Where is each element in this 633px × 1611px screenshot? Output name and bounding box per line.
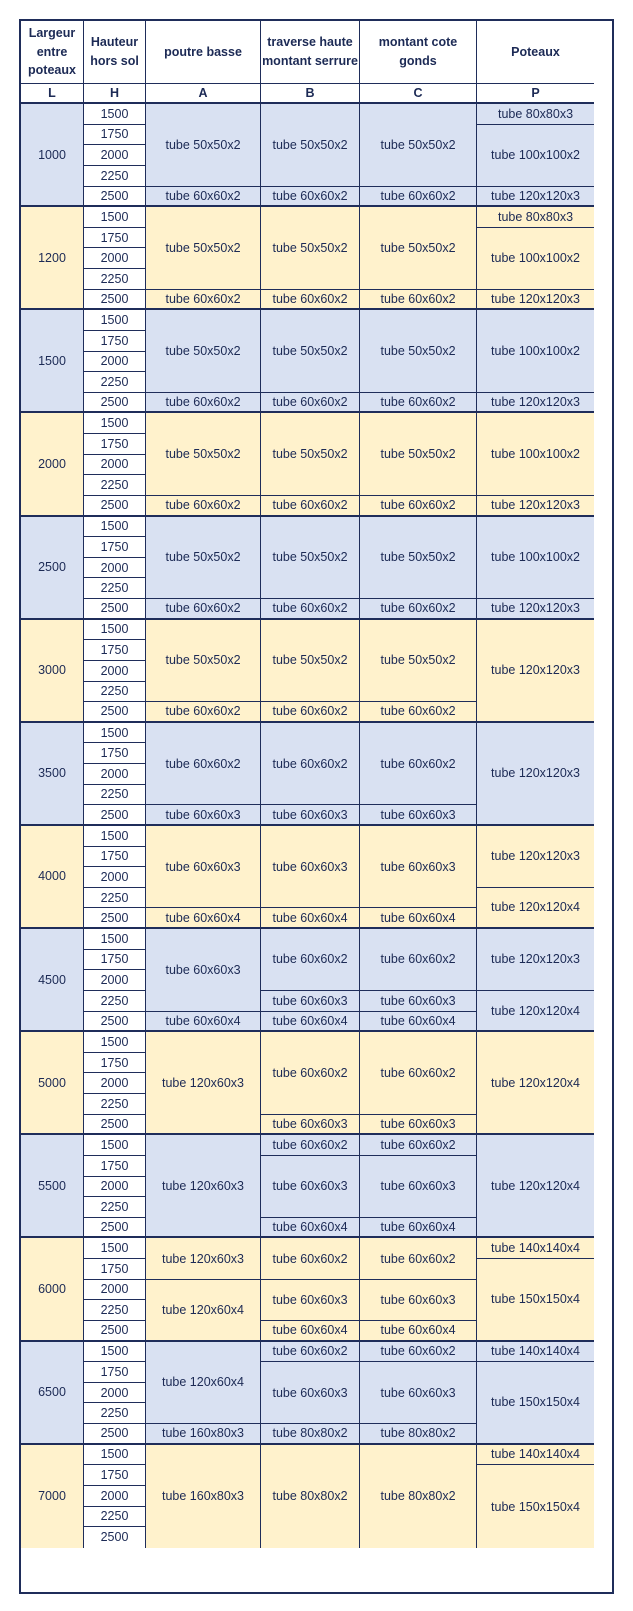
spec-cell-b: tube 60x60x3 bbox=[261, 1156, 360, 1218]
hauteur-cell: 1500 bbox=[84, 1135, 146, 1156]
code-h: H bbox=[84, 84, 146, 104]
spec-cell-b: tube 60x60x4 bbox=[261, 1218, 360, 1239]
spec-cell-p: tube 120x120x4 bbox=[477, 1032, 594, 1135]
hauteur-cell: 2000 bbox=[84, 1280, 146, 1301]
spec-cell-c: tube 60x60x4 bbox=[360, 1012, 477, 1033]
spec-cell-c: tube 60x60x2 bbox=[360, 393, 477, 414]
spec-cell-c: tube 60x60x3 bbox=[360, 805, 477, 826]
spec-cell-c: tube 60x60x3 bbox=[360, 1156, 477, 1218]
spec-cell-a: tube 60x60x3 bbox=[146, 929, 261, 1012]
spec-cell-b: tube 60x60x3 bbox=[261, 1362, 360, 1424]
spec-cell-p: tube 120x120x4 bbox=[477, 1135, 594, 1238]
largeur-cell: 6500 bbox=[21, 1342, 84, 1445]
hauteur-cell: 2500 bbox=[84, 702, 146, 723]
largeur-cell: 4500 bbox=[21, 929, 84, 1032]
hauteur-cell: 2250 bbox=[84, 991, 146, 1012]
spec-cell-p: tube 150x150x4 bbox=[477, 1362, 594, 1445]
hauteur-cell: 1500 bbox=[84, 310, 146, 331]
spec-cell-b: tube 60x60x3 bbox=[261, 991, 360, 1012]
spec-cell-b: tube 60x60x3 bbox=[261, 1115, 360, 1136]
spec-cell-c: tube 50x50x2 bbox=[360, 104, 477, 187]
spec-cell-c: tube 50x50x2 bbox=[360, 207, 477, 290]
spec-cell-b: tube 50x50x2 bbox=[261, 207, 360, 290]
hauteur-cell: 2250 bbox=[84, 785, 146, 806]
code-c: C bbox=[360, 84, 477, 104]
hauteur-cell: 1500 bbox=[84, 413, 146, 434]
header-hauteur: Hauteur hors sol bbox=[84, 21, 146, 84]
spec-cell-p: tube 140x140x4 bbox=[477, 1342, 594, 1363]
largeur-cell: 3000 bbox=[21, 620, 84, 723]
spec-cell-p: tube 140x140x4 bbox=[477, 1238, 594, 1259]
spec-cell-c: tube 60x60x2 bbox=[360, 1032, 477, 1115]
spec-cell-c: tube 60x60x2 bbox=[360, 929, 477, 991]
hauteur-cell: 2500 bbox=[84, 1115, 146, 1136]
spec-cell-p: tube 120x120x3 bbox=[477, 723, 594, 826]
spec-cell-a: tube 60x60x2 bbox=[146, 496, 261, 517]
hauteur-cell: 2000 bbox=[84, 1177, 146, 1198]
spec-cell-a: tube 60x60x3 bbox=[146, 826, 261, 909]
spec-cell-p: tube 100x100x2 bbox=[477, 413, 594, 496]
spec-cell-a: tube 50x50x2 bbox=[146, 104, 261, 187]
spec-cell-b: tube 60x60x2 bbox=[261, 1032, 360, 1115]
spec-cell-c: tube 60x60x4 bbox=[360, 1321, 477, 1342]
spec-cell-c: tube 60x60x4 bbox=[360, 1218, 477, 1239]
spec-cell-a: tube 60x60x2 bbox=[146, 723, 261, 806]
spec-cell-p: tube 150x150x4 bbox=[477, 1259, 594, 1342]
hauteur-cell: 2250 bbox=[84, 682, 146, 703]
spec-cell-p: tube 120x120x4 bbox=[477, 888, 594, 929]
spec-cell-p: tube 120x120x3 bbox=[477, 187, 594, 208]
spec-cell-p: tube 150x150x4 bbox=[477, 1465, 594, 1548]
spec-cell-c: tube 60x60x2 bbox=[360, 187, 477, 208]
hauteur-cell: 2250 bbox=[84, 1403, 146, 1424]
spec-cell-c: tube 60x60x2 bbox=[360, 702, 477, 723]
spec-cell-c: tube 50x50x2 bbox=[360, 517, 477, 600]
spec-cell-a: tube 160x80x3 bbox=[146, 1445, 261, 1548]
spec-cell-a: tube 120x60x3 bbox=[146, 1032, 261, 1135]
spec-cell-a: tube 120x60x4 bbox=[146, 1280, 261, 1342]
hauteur-cell: 1750 bbox=[84, 228, 146, 249]
spec-cell-b: tube 60x60x2 bbox=[261, 393, 360, 414]
spec-cell-b: tube 60x60x2 bbox=[261, 702, 360, 723]
spec-cell-b: tube 60x60x3 bbox=[261, 805, 360, 826]
hauteur-cell: 2000 bbox=[84, 352, 146, 373]
hauteur-cell: 2250 bbox=[84, 888, 146, 909]
hauteur-cell: 2000 bbox=[84, 1073, 146, 1094]
hauteur-cell: 1500 bbox=[84, 1238, 146, 1259]
spec-cell-a: tube 50x50x2 bbox=[146, 413, 261, 496]
spec-cell-c: tube 50x50x2 bbox=[360, 620, 477, 703]
spec-cell-c: tube 60x60x2 bbox=[360, 1135, 477, 1156]
spec-cell-b: tube 60x60x2 bbox=[261, 496, 360, 517]
spec-cell-p: tube 120x120x3 bbox=[477, 599, 594, 620]
spec-cell-p: tube 120x120x3 bbox=[477, 290, 594, 311]
spec-cell-c: tube 60x60x2 bbox=[360, 599, 477, 620]
hauteur-cell: 2000 bbox=[84, 1383, 146, 1404]
spec-cell-b: tube 80x80x2 bbox=[261, 1424, 360, 1445]
hauteur-cell: 2000 bbox=[84, 661, 146, 682]
spec-cell-a: tube 60x60x2 bbox=[146, 393, 261, 414]
spec-cell-p: tube 120x120x3 bbox=[477, 929, 594, 991]
spec-cell-a: tube 120x60x3 bbox=[146, 1238, 261, 1279]
hauteur-cell: 1750 bbox=[84, 331, 146, 352]
largeur-cell: 5000 bbox=[21, 1032, 84, 1135]
hauteur-cell: 2500 bbox=[84, 1218, 146, 1239]
hauteur-cell: 1500 bbox=[84, 1342, 146, 1363]
hauteur-cell: 2000 bbox=[84, 248, 146, 269]
hauteur-cell: 2250 bbox=[84, 166, 146, 187]
hauteur-cell: 2250 bbox=[84, 1197, 146, 1218]
hauteur-cell: 1500 bbox=[84, 104, 146, 125]
hauteur-cell: 1750 bbox=[84, 847, 146, 868]
hauteur-cell: 1500 bbox=[84, 1445, 146, 1466]
largeur-cell: 6000 bbox=[21, 1238, 84, 1341]
hauteur-cell: 2000 bbox=[84, 970, 146, 991]
spec-cell-a: tube 50x50x2 bbox=[146, 207, 261, 290]
spec-cell-p: tube 120x120x3 bbox=[477, 496, 594, 517]
spec-cell-b: tube 50x50x2 bbox=[261, 620, 360, 703]
header-montant-gonds: montant cote gonds bbox=[360, 21, 477, 84]
code-a: A bbox=[146, 84, 261, 104]
dimension-table bbox=[19, 19, 614, 1594]
hauteur-cell: 2250 bbox=[84, 372, 146, 393]
spec-cell-b: tube 60x60x4 bbox=[261, 1012, 360, 1033]
hauteur-cell: 1500 bbox=[84, 929, 146, 950]
spec-cell-a: tube 60x60x3 bbox=[146, 805, 261, 826]
hauteur-cell: 2500 bbox=[84, 290, 146, 311]
spec-cell-a: tube 50x50x2 bbox=[146, 517, 261, 600]
largeur-cell: 2500 bbox=[21, 517, 84, 620]
header-poteaux: Poteaux bbox=[477, 21, 594, 84]
spec-cell-a: tube 120x60x3 bbox=[146, 1135, 261, 1238]
code-b: B bbox=[261, 84, 360, 104]
spec-cell-p: tube 120x120x3 bbox=[477, 393, 594, 414]
hauteur-cell: 2250 bbox=[84, 475, 146, 496]
spec-cell-b: tube 50x50x2 bbox=[261, 517, 360, 600]
spec-cell-b: tube 60x60x4 bbox=[261, 908, 360, 929]
spec-cell-a: tube 60x60x2 bbox=[146, 187, 261, 208]
spec-cell-p: tube 120x120x4 bbox=[477, 991, 594, 1032]
largeur-cell: 4000 bbox=[21, 826, 84, 929]
spec-cell-c: tube 80x80x2 bbox=[360, 1424, 477, 1445]
spec-cell-c: tube 60x60x3 bbox=[360, 991, 477, 1012]
hauteur-cell: 2500 bbox=[84, 1424, 146, 1445]
hauteur-cell: 2000 bbox=[84, 1486, 146, 1507]
hauteur-cell: 2000 bbox=[84, 867, 146, 888]
spec-cell-c: tube 60x60x3 bbox=[360, 1280, 477, 1321]
spec-cell-p: tube 140x140x4 bbox=[477, 1445, 594, 1466]
spec-cell-b: tube 60x60x2 bbox=[261, 290, 360, 311]
spec-cell-b: tube 60x60x2 bbox=[261, 929, 360, 991]
hauteur-cell: 1750 bbox=[84, 1156, 146, 1177]
spec-cell-a: tube 160x80x3 bbox=[146, 1424, 261, 1445]
spec-cell-b: tube 60x60x2 bbox=[261, 599, 360, 620]
largeur-cell: 2000 bbox=[21, 413, 84, 516]
spec-cell-p: tube 100x100x2 bbox=[477, 310, 594, 393]
largeur-cell: 1000 bbox=[21, 104, 84, 207]
spec-cell-a: tube 60x60x4 bbox=[146, 908, 261, 929]
header-traverse-haute: traverse haute montant serrure bbox=[261, 21, 360, 84]
hauteur-cell: 1750 bbox=[84, 125, 146, 146]
hauteur-cell: 1500 bbox=[84, 723, 146, 744]
hauteur-cell: 2500 bbox=[84, 1012, 146, 1033]
hauteur-cell: 2500 bbox=[84, 1527, 146, 1548]
hauteur-cell: 2500 bbox=[84, 599, 146, 620]
hauteur-cell: 1750 bbox=[84, 1259, 146, 1280]
spec-cell-p: tube 100x100x2 bbox=[477, 125, 594, 187]
hauteur-cell: 1750 bbox=[84, 1465, 146, 1486]
hauteur-cell: 1500 bbox=[84, 826, 146, 847]
hauteur-cell: 1750 bbox=[84, 640, 146, 661]
spec-cell-b: tube 60x60x3 bbox=[261, 1280, 360, 1321]
spec-cell-c: tube 60x60x2 bbox=[360, 290, 477, 311]
hauteur-cell: 2500 bbox=[84, 805, 146, 826]
spec-cell-c: tube 50x50x2 bbox=[360, 413, 477, 496]
spec-cell-b: tube 50x50x2 bbox=[261, 104, 360, 187]
spec-cell-p: tube 120x120x3 bbox=[477, 826, 594, 888]
spec-cell-b: tube 60x60x2 bbox=[261, 1238, 360, 1279]
hauteur-cell: 2000 bbox=[84, 764, 146, 785]
hauteur-cell: 2250 bbox=[84, 578, 146, 599]
hauteur-cell: 2000 bbox=[84, 558, 146, 579]
spec-cell-a: tube 120x60x4 bbox=[146, 1342, 261, 1425]
code-p: P bbox=[477, 84, 594, 104]
spec-cell-p: tube 80x80x3 bbox=[477, 104, 594, 125]
spec-cell-a: tube 60x60x2 bbox=[146, 290, 261, 311]
hauteur-cell: 2500 bbox=[84, 496, 146, 517]
header-poutre-basse: poutre basse bbox=[146, 21, 261, 84]
hauteur-cell: 2250 bbox=[84, 1094, 146, 1115]
spec-cell-b: tube 60x60x2 bbox=[261, 1135, 360, 1156]
spec-cell-b: tube 80x80x2 bbox=[261, 1445, 360, 1548]
hauteur-cell: 1500 bbox=[84, 517, 146, 538]
spec-cell-c: tube 60x60x2 bbox=[360, 496, 477, 517]
spec-cell-c: tube 80x80x2 bbox=[360, 1445, 477, 1548]
spec-cell-b: tube 60x60x2 bbox=[261, 723, 360, 806]
spec-cell-b: tube 60x60x3 bbox=[261, 826, 360, 909]
spec-cell-p: tube 100x100x2 bbox=[477, 228, 594, 290]
spec-cell-c: tube 50x50x2 bbox=[360, 310, 477, 393]
spec-cell-c: tube 60x60x3 bbox=[360, 1362, 477, 1424]
spec-cell-c: tube 60x60x4 bbox=[360, 908, 477, 929]
spec-cell-b: tube 50x50x2 bbox=[261, 413, 360, 496]
hauteur-cell: 2500 bbox=[84, 393, 146, 414]
spec-cell-a: tube 60x60x4 bbox=[146, 1012, 261, 1033]
hauteur-cell: 1500 bbox=[84, 207, 146, 228]
header-largeur: Largeur entre poteaux bbox=[21, 21, 84, 84]
spec-cell-b: tube 60x60x2 bbox=[261, 1342, 360, 1363]
spec-cell-p: tube 80x80x3 bbox=[477, 207, 594, 228]
spec-cell-c: tube 60x60x2 bbox=[360, 723, 477, 806]
hauteur-cell: 2000 bbox=[84, 145, 146, 166]
largeur-cell: 3500 bbox=[21, 723, 84, 826]
hauteur-cell: 1750 bbox=[84, 1053, 146, 1074]
largeur-cell: 1200 bbox=[21, 207, 84, 310]
hauteur-cell: 2250 bbox=[84, 1300, 146, 1321]
largeur-cell: 1500 bbox=[21, 310, 84, 413]
spec-cell-a: tube 50x50x2 bbox=[146, 310, 261, 393]
spec-cell-b: tube 50x50x2 bbox=[261, 310, 360, 393]
spec-cell-b: tube 60x60x4 bbox=[261, 1321, 360, 1342]
largeur-cell: 5500 bbox=[21, 1135, 84, 1238]
code-l: L bbox=[21, 84, 84, 104]
hauteur-cell: 1500 bbox=[84, 620, 146, 641]
largeur-cell: 7000 bbox=[21, 1445, 84, 1548]
hauteur-cell: 2500 bbox=[84, 908, 146, 929]
hauteur-cell: 2500 bbox=[84, 1321, 146, 1342]
spec-cell-c: tube 60x60x2 bbox=[360, 1342, 477, 1363]
hauteur-cell: 2500 bbox=[84, 187, 146, 208]
spec-cell-b: tube 60x60x2 bbox=[261, 187, 360, 208]
hauteur-cell: 1750 bbox=[84, 743, 146, 764]
hauteur-cell: 1750 bbox=[84, 537, 146, 558]
spec-cell-p: tube 120x120x3 bbox=[477, 620, 594, 723]
hauteur-cell: 1500 bbox=[84, 1032, 146, 1053]
spec-cell-a: tube 50x50x2 bbox=[146, 620, 261, 703]
spec-cell-p: tube 100x100x2 bbox=[477, 517, 594, 600]
hauteur-cell: 1750 bbox=[84, 950, 146, 971]
spec-cell-a: tube 60x60x2 bbox=[146, 702, 261, 723]
spec-cell-c: tube 60x60x2 bbox=[360, 1238, 477, 1279]
spec-cell-a: tube 60x60x2 bbox=[146, 599, 261, 620]
hauteur-cell: 1750 bbox=[84, 1362, 146, 1383]
hauteur-cell: 2250 bbox=[84, 1507, 146, 1528]
spec-cell-c: tube 60x60x3 bbox=[360, 826, 477, 909]
hauteur-cell: 2250 bbox=[84, 269, 146, 290]
hauteur-cell: 1750 bbox=[84, 434, 146, 455]
hauteur-cell: 2000 bbox=[84, 455, 146, 476]
spec-cell-c: tube 60x60x3 bbox=[360, 1115, 477, 1136]
